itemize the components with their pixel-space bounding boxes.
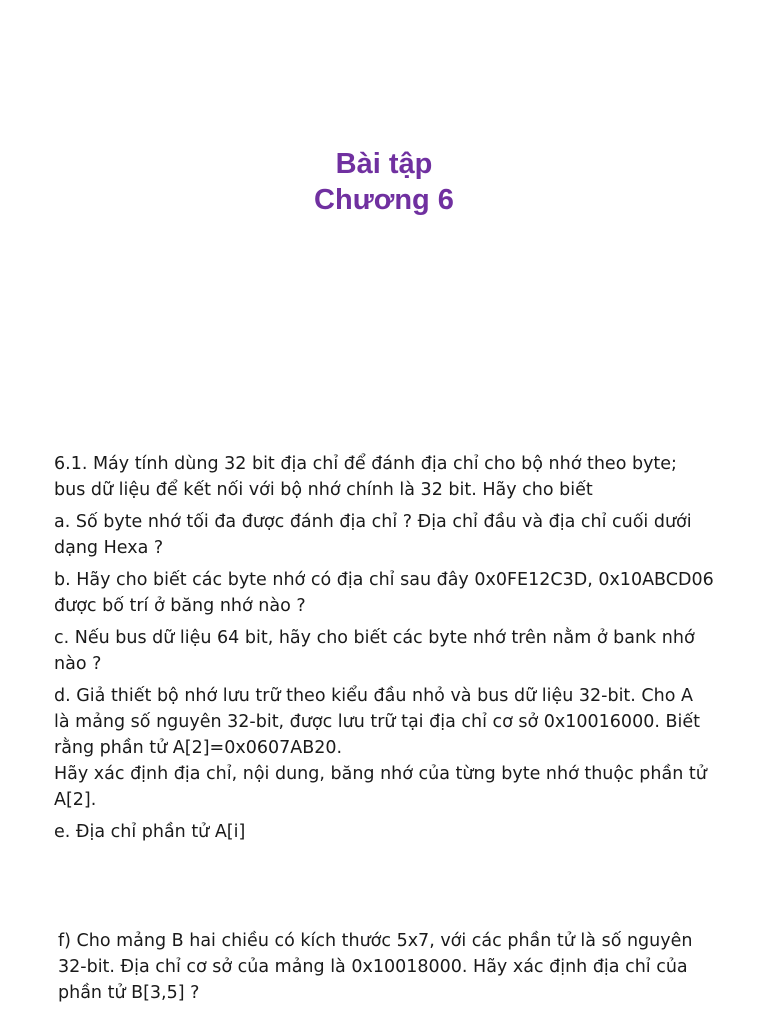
question-d-line-1: d. Giả thiết bộ nhớ lưu trữ theo kiểu đầu nhỏ và bus dữ liệu 32-bit. Cho A: [54, 686, 693, 706]
question-d: [54, 683, 744, 813]
exercise-intro: [54, 451, 744, 503]
question-b-line-2: được bố trí ở băng nhớ nào ?: [54, 596, 306, 616]
question-d-line-5: A[2].: [54, 790, 97, 810]
exercise-content: [54, 451, 744, 851]
question-d-line-2: là mảng số nguyên 32-bit, được lưu trữ tại địa chỉ cơ sở 0x10016000. Biết: [54, 712, 700, 732]
question-f-line-2: 32-bit. Địa chỉ cơ sở của mảng là 0x10018000. Hãy xác định địa chỉ của: [58, 957, 688, 977]
question-a: [54, 509, 744, 561]
question-a-line-2: dạng Hexa ?: [54, 538, 164, 558]
question-c-line-2: nào ?: [54, 654, 102, 674]
question-a-line-1: a. Số byte nhớ tối đa được đánh địa chỉ ? Địa chỉ đầu và địa chỉ cuối dưới: [54, 512, 692, 532]
question-f-line-3: phần tử B[3,5] ?: [58, 983, 200, 1003]
question-c-line-1: c. Nếu bus dữ liệu 64 bit, hãy cho biết các byte nhớ trên nằm ở bank nhớ: [54, 628, 695, 648]
question-d-line-3: rằng phần tử A[2]=0x0607AB20.: [54, 738, 343, 758]
title-line-2: Chương 6: [314, 184, 454, 216]
question-e: [54, 819, 744, 845]
question-f-line-1: f) Cho mảng B hai chiều có kích thước 5x7, với các phần tử là số nguyên: [58, 931, 693, 951]
intro-line-2: bus dữ liệu để kết nối với bộ nhớ chính là 32 bit. Hãy cho biết: [54, 480, 593, 500]
intro-line-1: 6.1. Máy tính dùng 32 bit địa chỉ để đánh địa chỉ cho bộ nhớ theo byte;: [54, 454, 677, 474]
question-b-line-1: b. Hãy cho biết các byte nhớ có địa chỉ sau đây 0x0FE12C3D, 0x10ABCD06: [54, 570, 714, 590]
question-e-line-1: e. Địa chỉ phần tử A[i]: [54, 822, 246, 842]
title-line-1: Bài tập: [335, 148, 433, 180]
question-c: [54, 625, 744, 677]
page-title: [0, 146, 768, 218]
question-b: [54, 567, 744, 619]
question-f: [58, 928, 738, 1006]
question-d-line-4: Hãy xác định địa chỉ, nội dung, băng nhớ của từng byte nhớ thuộc phần tử: [54, 764, 707, 784]
